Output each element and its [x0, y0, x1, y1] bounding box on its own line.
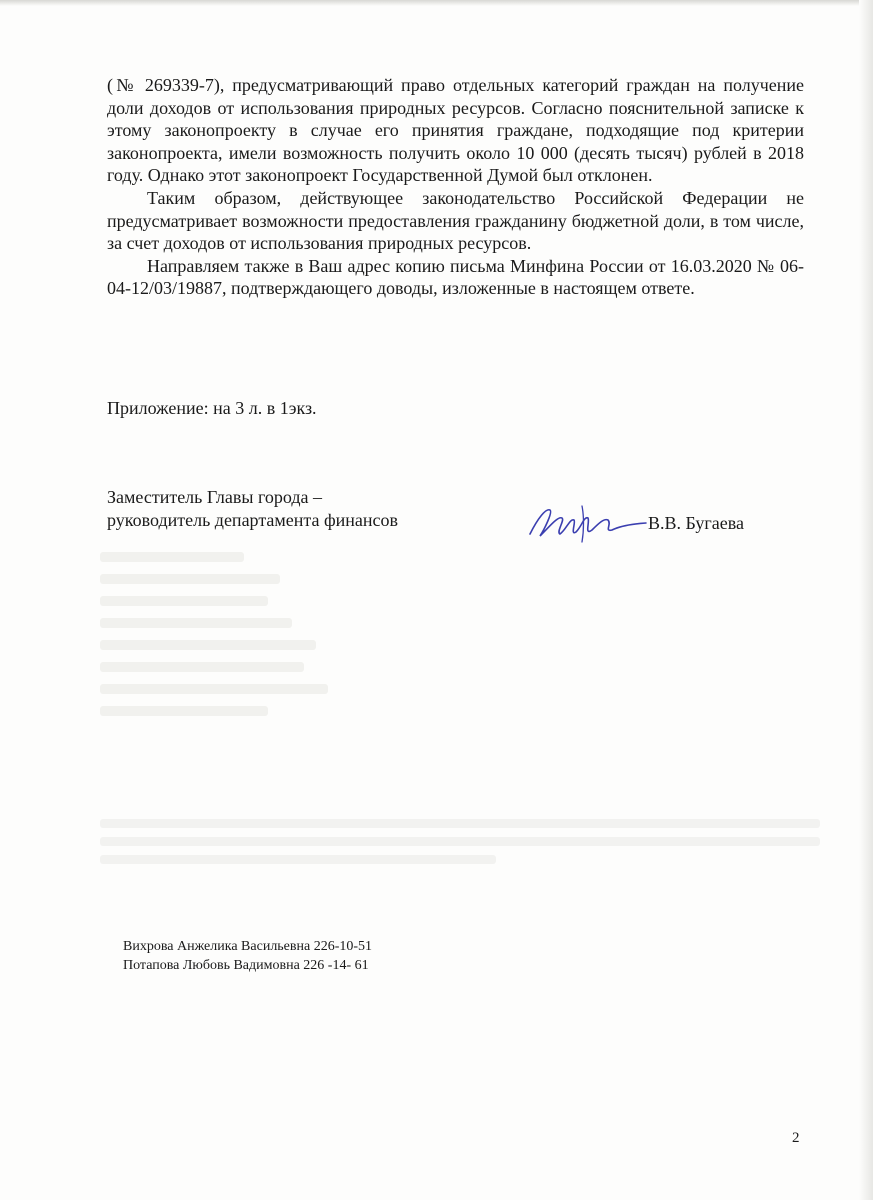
page-number: 2	[792, 1130, 800, 1146]
attachment-note: Приложение: на 3 л. в 1экз.	[107, 398, 317, 418]
signer-title-line-1: Заместитель Главы города –	[107, 487, 323, 507]
paragraph-3: Направляем также в Ваш адрес копию письма Минфина России от 16.03.2020 № 06-04-12/03/19887, подтверждающего доводы, изложенные в настоящем ответе.	[107, 255, 804, 299]
contact-1: Вихрова Анжелика Васильевна 226-10-51	[123, 939, 373, 954]
scan-right-edge	[859, 0, 873, 1200]
scan-top-shadow	[0, 0, 873, 6]
paragraph-1: (№ 269339-7), предусматривающий право отдельных категорий граждан на получение доли доходов от использования природных ресурсов. Согласно пояснительной записке к этому законопроекту в случае его принятия граждане, подходящие под критерии законопроекта, имели возможность получить около 10 000 (десять тысяч) рублей в 2018 году. Однако этот законопроект Государственной Думой был отклонен.	[107, 75, 804, 186]
letter-body	[107, 74, 804, 300]
signer-title-line-2: руководитель департамента финансов	[107, 509, 399, 530]
show-through-ghost-text	[100, 540, 340, 740]
show-through-ghost-paragraph	[100, 810, 820, 880]
signer-name: В.В. Бугаева	[648, 513, 745, 533]
contacts-block	[123, 937, 372, 975]
signer-title	[107, 486, 398, 531]
paragraph-2: Таким образом, действующее законодательство Российской Федерации не предусматривает возможности предоставления гражданину бюджетной доли, в том числе, за счет доходов от использования природных ресурсов.	[107, 187, 804, 254]
handwritten-signature	[520, 496, 650, 546]
contact-2: Потапова Любовь Вадимовна 226 -14- 61	[123, 958, 369, 973]
